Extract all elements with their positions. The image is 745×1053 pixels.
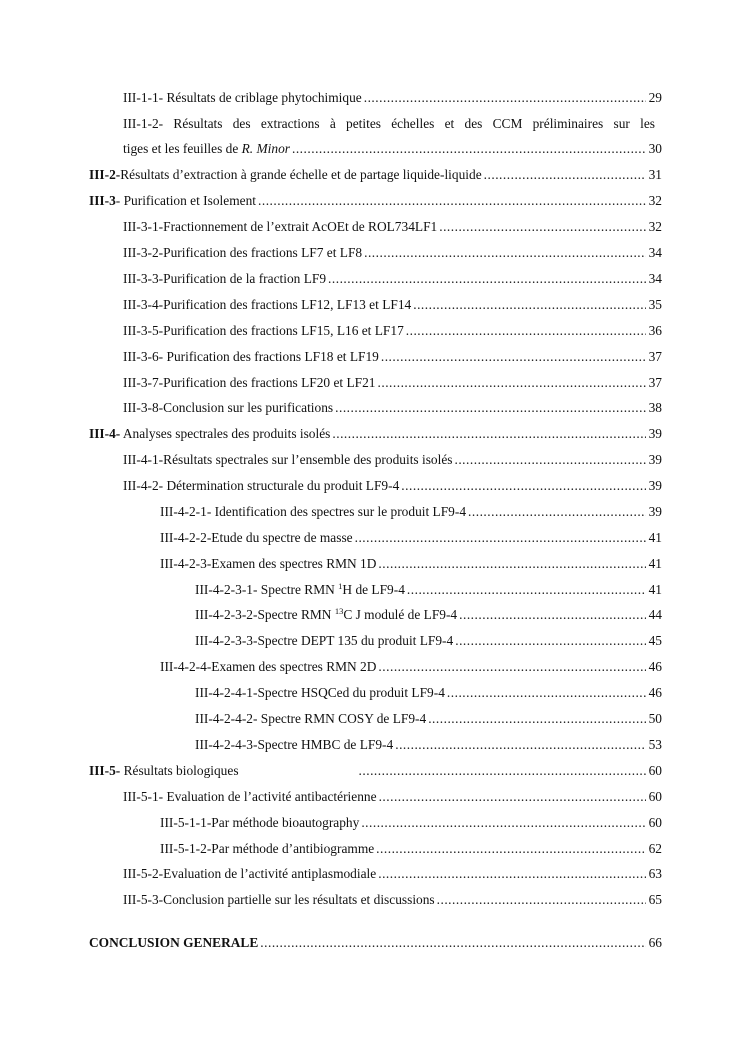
section-number: III-2- (89, 167, 121, 182)
toc-entry[interactable] (123, 788, 662, 806)
toc-page-number: 32 (648, 219, 662, 234)
toc-entry-title (89, 166, 482, 184)
dot-leader (484, 166, 646, 184)
toc-page-number: 46 (648, 659, 662, 674)
dot-leader (355, 529, 646, 547)
dot-leader (328, 270, 646, 288)
dot-leader (407, 581, 646, 599)
dot-leader (468, 503, 646, 521)
toc-page-number: 60 (648, 789, 662, 804)
toc-entry[interactable] (123, 270, 662, 288)
toc-page-number: 44 (648, 607, 662, 622)
toc-entry[interactable] (160, 555, 662, 573)
toc-entry-title: III-4-2-4-3-Spectre HMBC de LF9-4 (195, 737, 394, 752)
toc-page-number: 38 (648, 400, 662, 415)
toc-entry-title (89, 192, 256, 210)
toc-entry[interactable] (123, 140, 662, 158)
toc-entry[interactable] (160, 814, 662, 832)
toc-page-number: 34 (648, 271, 662, 286)
toc-entry-title: III-4-2-2-Etude du spectre de masse (160, 530, 353, 545)
toc-entry-title: III-5-3-Conclusion partielle sur les résultats et discussions (123, 892, 435, 907)
dot-leader (364, 244, 646, 262)
toc-entry[interactable] (195, 632, 662, 650)
toc-entry-title-text: H de LF9-4 (342, 582, 405, 597)
toc-entry-title: III-4-1-Résultats spectrales sur l’ensemble des produits isolés (123, 452, 453, 467)
dot-leader (428, 710, 646, 728)
toc-entry-title: III-3-4-Purification des fractions LF12, LF13 et LF14 (123, 297, 412, 312)
dot-leader (292, 140, 646, 158)
toc-entry[interactable] (195, 606, 662, 624)
toc-page-number: 45 (648, 633, 662, 648)
isotope-superscript: 1 (338, 581, 343, 591)
toc-entry[interactable] (123, 399, 662, 417)
toc-entry[interactable] (123, 477, 662, 495)
toc-page-number: 50 (648, 711, 662, 726)
dot-leader (258, 192, 646, 210)
toc-page-number: 37 (648, 375, 662, 390)
section-number: III-4- (89, 426, 121, 441)
toc-entry[interactable] (89, 192, 662, 210)
toc-page-number: 31 (648, 167, 662, 182)
toc-entry-title-text: C J modulé de LF9-4 (343, 607, 458, 622)
toc-page-number: 66 (648, 935, 662, 950)
dot-leader (332, 425, 646, 443)
toc-page-number: 60 (648, 763, 662, 778)
toc-entry[interactable] (195, 684, 662, 702)
toc-entry-title: III-3-2-Purification des fractions LF7 et LF8 (123, 245, 363, 260)
toc-entry-title: III-3-5-Purification des fractions LF15, L16 et LF17 (123, 323, 404, 338)
toc-entry[interactable] (123, 322, 662, 340)
toc-entry-title (123, 140, 290, 158)
toc-entry[interactable] (89, 762, 662, 780)
toc-page-number: 62 (648, 841, 662, 856)
toc-page-number: 41 (648, 530, 662, 545)
isotope-superscript: 13 (334, 606, 344, 616)
toc-entry[interactable] (160, 840, 662, 858)
toc-entry-title-text: - Purification et Isolement (115, 193, 256, 208)
toc-entry[interactable] (123, 374, 662, 392)
toc-entry-title-text: III-4-2-3-1- Spectre RMN (195, 582, 339, 597)
toc-page-number: 41 (648, 582, 662, 597)
toc-page-number: 41 (648, 556, 662, 571)
dot-leader (401, 477, 646, 495)
dot-leader (379, 788, 646, 806)
toc-entry[interactable] (160, 529, 662, 547)
dot-leader (364, 89, 646, 107)
toc-entry-title-text: III-4-2-3-2-Spectre RMN (195, 607, 335, 622)
toc-entry-title: III-1-1- Résultats de criblage phytochimique (123, 90, 362, 105)
toc-entry[interactable] (123, 891, 662, 909)
toc-entry-title: III-3-8-Conclusion sur les purifications (123, 400, 334, 415)
toc-entry[interactable] (160, 503, 662, 521)
dot-leader (439, 218, 646, 236)
dot-leader (454, 451, 646, 469)
toc-entry[interactable] (123, 865, 662, 883)
toc-entry[interactable] (195, 710, 662, 728)
toc-entry[interactable] (89, 166, 662, 184)
dot-leader (361, 814, 646, 832)
dot-leader (381, 348, 646, 366)
dot-leader (395, 736, 646, 754)
toc-entry-title: III-5-1-2-Par méthode d’antibiogramme (160, 841, 375, 856)
toc-entry-title: III-5-1- Evaluation de l’activité antibactérienne (123, 789, 377, 804)
toc-entry[interactable] (123, 296, 662, 314)
dot-leader (378, 658, 646, 676)
toc-entry-title: III-3-7-Purification des fractions LF20 et LF21 (123, 375, 376, 390)
toc-entry[interactable] (123, 451, 662, 469)
toc-page-number: 39 (648, 504, 662, 519)
toc-entry-title: III-3-6- Purification des fractions LF18 et LF19 (123, 349, 379, 364)
toc-entry-title: III-4-2-4-2- Spectre RMN COSY de LF9-4 (195, 711, 427, 726)
toc-page-number: 30 (648, 141, 662, 156)
dot-leader (406, 322, 646, 340)
section-number: III-5- (89, 763, 121, 778)
toc-entry-title-text: Résultats biologiques (120, 763, 239, 778)
toc-entry-title (89, 425, 330, 443)
toc-entry-title: III-5-2-Evaluation de l’activité antiplasmodiale (123, 866, 377, 881)
toc-page-number: 39 (648, 478, 662, 493)
toc-entry-title (195, 606, 457, 624)
dot-leader (376, 840, 646, 858)
dot-leader (455, 632, 646, 650)
toc-entry[interactable] (89, 425, 662, 443)
toc-entry[interactable] (195, 581, 662, 599)
toc-entry[interactable] (89, 934, 662, 952)
toc-entry-title: III-4-2- Détermination structurale du produit LF9-4 (123, 478, 400, 493)
toc-entry-title (89, 762, 357, 780)
section-number: III-3 (89, 193, 116, 208)
toc-entry-title: III-4-2-3-3-Spectre DEPT 135 du produit LF9-4 (195, 633, 454, 648)
dot-leader (437, 891, 646, 909)
toc-entry-title: III-4-2-1- Identification des spectres sur le produit LF9-4 (160, 504, 467, 519)
toc-entry-title: III-3-3-Purification de la fraction LF9 (123, 271, 327, 286)
dot-leader (378, 374, 647, 392)
toc-page-number: 34 (648, 245, 662, 260)
toc-entry-title-text: Analyses spectrales des produits isolés (120, 426, 331, 441)
toc-entry-title: III-4-2-4-Examen des spectres RMN 2D (160, 659, 377, 674)
toc-entry-title: III-5-1-1-Par méthode bioautography (160, 815, 360, 830)
toc-page-number: 29 (648, 90, 662, 105)
toc-page-number: 37 (648, 349, 662, 364)
toc-entry[interactable] (123, 89, 662, 107)
toc-page-number: 36 (648, 323, 662, 338)
toc-page-number: 63 (648, 866, 662, 881)
toc-entry-title: CONCLUSION GENERALE (89, 935, 259, 950)
dot-leader (447, 684, 646, 702)
toc-entry-line1[interactable]: III-1-2- Résultats des extractions à petites échelles et des CCM préliminaires sur les (123, 116, 655, 131)
toc-entry-title (195, 581, 405, 599)
dot-leader (260, 934, 646, 952)
dot-leader (378, 865, 646, 883)
toc-page-number: 32 (648, 193, 662, 208)
toc-page-number: 46 (648, 685, 662, 700)
toc-page-number: 65 (648, 892, 662, 907)
dot-leader (359, 762, 646, 780)
toc-entry[interactable] (123, 244, 662, 262)
dot-leader (335, 399, 646, 417)
species-name: R. Minor (241, 141, 290, 156)
toc-page-number: 39 (648, 426, 662, 441)
toc-entry-title-text: Résultats d’extraction à grande échelle et de partage liquide-liquide (120, 167, 482, 182)
toc-page-number: 53 (648, 737, 662, 752)
toc-page-number: 35 (648, 297, 662, 312)
toc-page-number: 39 (648, 452, 662, 467)
toc-entry[interactable] (160, 658, 662, 676)
toc-entry[interactable] (123, 218, 662, 236)
toc-entry[interactable] (195, 736, 662, 754)
toc-entry[interactable] (123, 348, 662, 366)
dot-leader (459, 606, 646, 624)
toc-page-number: 60 (648, 815, 662, 830)
toc-entry-title: III-3-1-Fractionnement de l’extrait AcOEt de ROL734LF1 (123, 219, 438, 234)
dot-leader (378, 555, 646, 573)
toc-entry-title: III-4-2-4-1-Spectre HSQCed du produit LF9-4 (195, 685, 445, 700)
toc-entry-title: III-4-2-3-Examen des spectres RMN 1D (160, 556, 377, 571)
toc-entry-title-text: tiges et les feuilles de (123, 141, 242, 156)
dot-leader (413, 296, 646, 314)
